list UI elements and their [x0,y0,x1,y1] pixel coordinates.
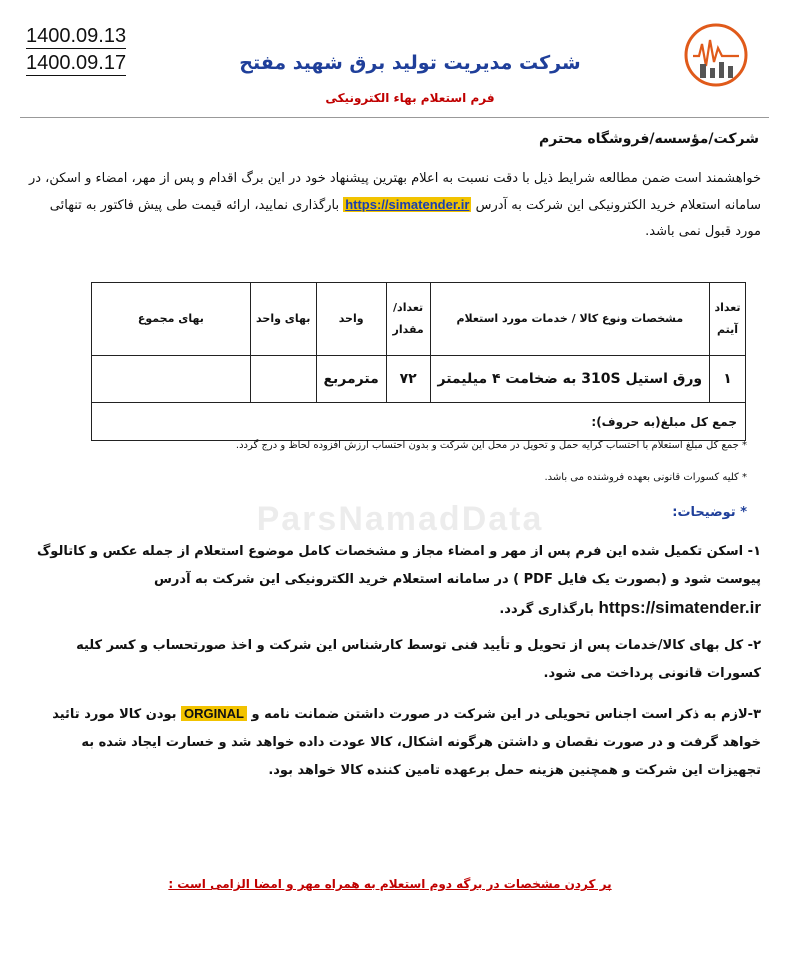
dates-block [26,24,126,78]
greeting: شرکت/مؤسسه/فروشگاه محترم [539,131,759,147]
original-highlight: ORGINAL [181,706,247,721]
intro-text-before: خواهشمند است ضمن مطالعه شرایط ذیل با دقت نسبت به اعلام بهترین پیشنهاد خود در این برگ اقدام و پس از مهر، امضاء و اسکن، در سامانه استعلام خرید الکترونیکی این شرکت به آدرس [28,171,761,213]
intro-url-link[interactable]: https://simatender.ir [345,197,470,212]
watermark: ParsNamadData [256,500,544,538]
row-index: ۱ [710,356,746,403]
date-1: 1400.09.13 [26,25,127,47]
form-title: فرم استعلام بهاء الکترونیکی [325,91,495,105]
header-spec: مشخصات ونوع کالا / خدمات مورد استعلام [430,283,709,356]
header-unit-price: بهای واحد [250,283,316,356]
header-divider [20,117,769,118]
total-row [92,403,746,441]
row-spec: ورق استیل 310S به ضخامت ۴ میلیمتر [430,356,709,403]
note-2: * کلیه کسورات قانونی بعهده فروشنده می باشد. [544,472,747,483]
row-unit-price-field[interactable] [250,356,316,403]
intro-text-after: بارگذاری نمایید، ارائه قیمت طی پیش فاکتور به تنهائی مورد قبول نمی باشد. [49,198,761,239]
company-logo-icon [683,22,749,88]
header-unit: واحد [316,283,386,356]
footer-note: پر کردن مشخصات در برگه دوم استعلام به همراه مهر و امضا الزامی است : [168,877,612,891]
header-total-price: بهای مجموع [92,283,251,356]
para1-before: ۱- اسکن تکمیل شده این فرم پس از مهر و امضاء مجاز و مشخصات کامل موضوع استعلام از جمله عکس و کاتالوگ پیوست شود و (بصورت یک فایل PDF ) در سامانه استعلام خرید الکترونیکی این شرکت به آدرس [36,544,761,587]
explanation-2: ۲- کل بهای کالا/خدمات پس از تحویل و تأیید فنی توسط کارشناس این شرکت و اخذ صورتحساب و کسر کلیه کسورات قانونی پرداخت می شود. [76,638,761,681]
total-in-words-label: جمع کل مبلغ(به حروف): [92,403,746,441]
explanation-1 [26,538,761,624]
para1-url-link[interactable]: https://simatender.ir [598,598,761,617]
row-qty: ۷۲ [386,356,430,403]
table-row [92,356,746,403]
intro-paragraph [28,166,761,245]
para3-before: ۳-لازم به ذکر است اجناس تحویلی در این شرکت در صورت داشتن ضمانت نامه و [247,707,761,722]
explanation-3 [26,700,761,785]
row-unit: مترمربع [316,356,386,403]
para1-after: بارگذاری گردد. [499,602,599,617]
row-total-price-field[interactable] [92,356,251,403]
para3-after: بودن کالا مورد تائید خواهد گرفت و در صورت نقصان و داشتن هرگونه اشکال، کالا عودت داده خواهد شد و خسارت ایجاد شده به تجهیزات این شرکت و همچنین هزینه حمل برعهده تامین کننده کالا خواهد بود. [52,707,761,778]
explanations-title: * توضیحات: [672,505,747,520]
company-name: شرکت مدیریت تولید برق شهید مفتح [239,52,581,74]
header-count: تعداد آیتم [710,283,746,356]
table-header-row [92,283,746,356]
header-qty: تعداد/ مقدار [386,283,430,356]
date-2: 1400.09.17 [26,52,127,74]
items-table [91,282,746,441]
note-1: * جمع کل مبلغ استعلام با احتساب کرایه حمل و تحویل در محل این شرکت و بدون احتساب ارزش افزوده لحاظ و درج گردد. [235,440,747,451]
